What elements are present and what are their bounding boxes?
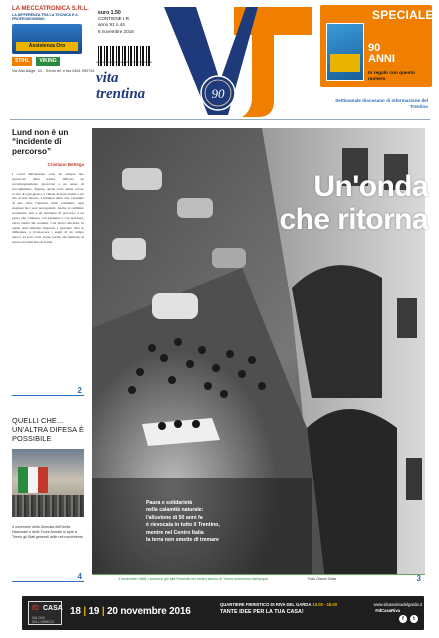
sidebar-story-body: I colori dell'autunno sono da sempre uno spettacolo della natura. Offrono un accompagnamento piacevole e un senso di raccoglimento. Eppure, anche sotto questi colori, la vita di ogni giorno ci chiede di stare attenti a ciò che accade intorno. L'autunno della vita, l'autunno di una città, l'autunno delle comunità: ogni stagione ha i suoi protagonisti. Anche il cammino ecumenico non è un incidente di percorso: è un passo che continua, con pazienza e con speranza, verso l'unità dei credenti. Con molta sincerità, in questi anni abbiamo imparato a guardare oltre le differenze, a riconoscere i segni di un tempo nuovo. Ci sono volti, storie, parole che meritano di essere ascoltati fino in fondo. (12, 172, 84, 245)
ad-brand-logos (12, 57, 96, 66)
masthead (0, 0, 439, 120)
ad-website[interactable]: www.idcasarivadelgarda.it (373, 602, 422, 607)
left-column (12, 124, 84, 581)
ad-lamecca[interactable] (12, 6, 96, 90)
bottom-ad-idcasa[interactable] (22, 596, 424, 630)
ad-dates: 18 | 19 | 20 novembre 2016 (70, 606, 191, 617)
sidebar-defense-page-ref-bar[interactable] (12, 572, 84, 582)
edition-date: 6 novembre 2016 (98, 28, 134, 34)
caption-line-5: mentre nel Centro Italia (146, 529, 204, 536)
ad-cta: TANTE IDEE PER LA TUA CASA! (220, 609, 304, 616)
sidebar-story-headline: Lund non è un “incidente di percorso” (12, 128, 69, 156)
ad-venue-block (220, 602, 346, 616)
ad-tagline: LA DIFFERENZA TRA LA TECNICA E IL PROFESSIONISMO (12, 13, 79, 22)
ad-company-name: LA MECCATRONICA S.R.L. (12, 6, 89, 12)
ad-date-3: 20 (107, 606, 118, 617)
main-photo-caption (146, 500, 270, 544)
caption-line-1: Paura e solidarietà (146, 500, 193, 506)
ad-social-icons (399, 615, 418, 623)
flag-red-stripe (38, 467, 48, 493)
edition-volume: anno 91 (98, 22, 115, 28)
sidebar-defense[interactable] (12, 416, 84, 576)
barcode-note: settimanale spedizione abbonamento postale (96, 60, 153, 64)
car-2 (177, 198, 213, 218)
ad-web-block (352, 602, 422, 614)
speciale-anni-number: 90 (368, 42, 381, 54)
window-3 (397, 298, 417, 338)
speciale-anni (368, 43, 395, 65)
ad-venue: QUARTIERE FIERISTICO DI RIVA DEL GARDA (220, 602, 312, 607)
flag-white-stripe (28, 467, 38, 493)
sidebar-story[interactable] (12, 128, 84, 398)
ad-address: Via Alto Adige, 34 - Trento tel. e fax 0461 990734 (12, 68, 95, 73)
idcasa-logo (28, 601, 62, 625)
main-headline[interactable] (228, 170, 428, 236)
sidebar-defense-headline: QUELLI CHE... UN'ALTRA DIFESA È POSSIBILE (12, 416, 84, 443)
ad-hashtag: #IdCasaRiva (375, 608, 400, 613)
car-5 (212, 248, 246, 268)
sidebar-story-page-ref-bar[interactable] (12, 386, 84, 396)
brand-name-line2: trentina (96, 86, 146, 102)
vt-logo (162, 5, 318, 120)
sidebar-defense-body: 4 novembre nella Giornata dell'Unità Nazionale e delle Forze Armate si apre a Trento gli Stati generali delle reti nonviolente. (12, 525, 84, 539)
sidebar-story-page-ref: 2 (77, 386, 82, 395)
masthead-divider (10, 119, 430, 120)
idcasa-logo-sub: SALONE DELL'ARREDO (32, 616, 55, 624)
sidebar-defense-page-ref: 4 (77, 572, 82, 581)
viking-logo: VIKING (36, 57, 59, 66)
ad-hours: 10.00 - 18.00 (312, 602, 338, 607)
stihl-logo: STIHL (12, 57, 32, 66)
caption-line-6: la terra non smette di tremare (146, 537, 219, 544)
magazine-cover-band (330, 54, 360, 72)
car-3 (112, 238, 146, 260)
caption-line-3: l'alluvione di 50 anni fa (146, 514, 203, 521)
flag-green-stripe (18, 467, 28, 493)
masthead-tagline: Settimanale diocesano di informazione del Trentino (335, 98, 428, 109)
edition-contains: CONTIENE I.R. (98, 16, 131, 22)
speciale-magazine-cover (326, 23, 364, 81)
edition-issue: n.44 (115, 22, 125, 28)
edition-price: euro 1.50 (98, 10, 121, 16)
ad-date-1: 18 (70, 606, 81, 617)
idcasa-logo-id: ID (32, 605, 39, 612)
logo-number: 90 (211, 86, 225, 101)
twitter-icon[interactable]: t (410, 615, 418, 623)
speciale-box[interactable] (320, 5, 432, 87)
car-1 (122, 168, 162, 190)
photo-caption-bar (92, 574, 425, 584)
ad-service-box (12, 24, 82, 54)
main-story-page-ref[interactable]: 3 (416, 574, 421, 583)
main-headline-line1: Un'onda (313, 170, 428, 203)
brand-name (96, 70, 174, 102)
speciale-gift-line: In regalo con questo numero (368, 71, 415, 82)
photo-caption-text: 4 novembre 1966: i soccorsi giù alla Rotonda nel centro storico di Trento sommerso dall'acqua (118, 577, 269, 581)
sidebar-story-author: Cristiano Bettega (47, 162, 84, 168)
brand-name-line1: vita (96, 70, 119, 86)
ad-date-2: 19 (88, 606, 100, 617)
ad-service-label: Assistenza Oro (16, 42, 78, 51)
caption-line-2: nella calamità naturale: (146, 507, 204, 514)
car-4 (152, 293, 198, 319)
window-4 (406, 458, 422, 500)
ad-month-year: novembre 2016 (120, 606, 191, 617)
idcasa-logo-casa: CASA (43, 605, 63, 612)
facebook-icon[interactable]: f (399, 615, 407, 623)
sidebar-defense-photo (12, 449, 84, 517)
caption-line-4: è rievocata in tutto il Trentino, (146, 522, 220, 529)
speciale-anni-word: ANNI (368, 53, 395, 65)
photo-credit: Foto Gianni Zotta (308, 577, 336, 581)
main-headline-line2: che ritorna (279, 203, 428, 236)
speciale-label: SPECIALE (372, 8, 434, 22)
defense-photo-crowd (12, 495, 84, 517)
edition-info (98, 10, 156, 35)
